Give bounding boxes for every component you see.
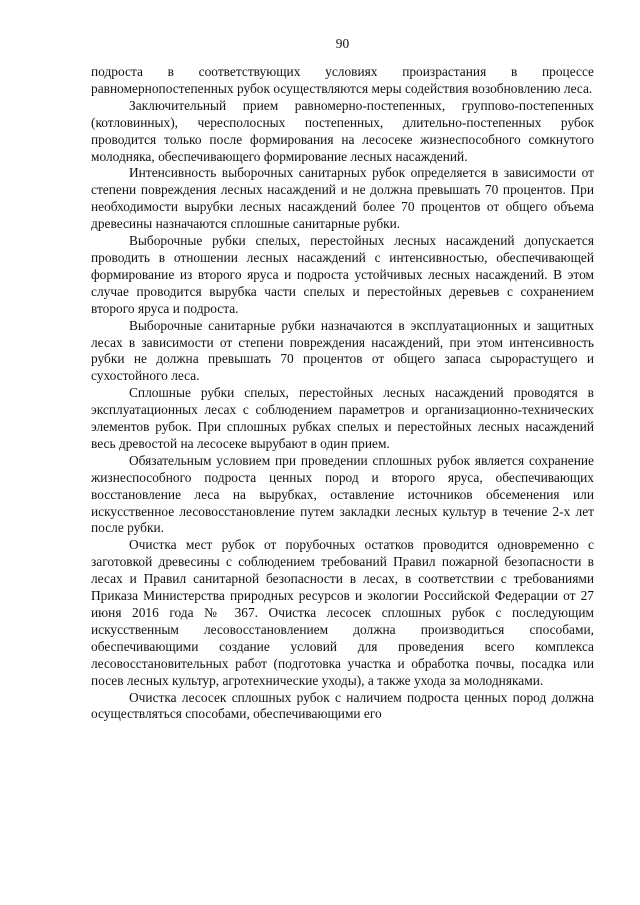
paragraph-continuation: подроста в соответствующих условиях произрастания в процессе равномернопостепенных рубок осуществляются меры содействия возобновлению леса.: [91, 64, 594, 96]
paragraph-site-cleaning: Очистка мест рубок от порубочных остатков проводится одновременно с заготовкой древесины с соблюдением требований Правил пожарной безопасности в лесах и Правил санитарной безопасности в лесах, в соответствии с требованиями Приказа Министерства природных ресурсов и экологии Российской Федерации от 27 июня 2016 года № 367. Очистка лесосек сплошных рубок с последующим искусственным лесовосстановлением должна производиться способами, обеспечивающими создание условий для проведения всего комплекса лесовосстановительных работ (подготовка участка и обработка почвы, посадка или посев лесных культур, агротехнические уходы), а также ухода за молодняками.: [91, 537, 594, 688]
document-page: [91, 36, 594, 723]
paragraph-sanitary-intensity: Интенсивность выборочных санитарных рубок определяется в зависимости от степени повреждения лесных насаждений и не должна превышать 70 процентов. При необходимости вырубки лесных насаждений более 70 процентов от общего объема древесины назначаются сплошные санитарные рубки.: [91, 165, 594, 232]
paragraph-clear-felling: Сплошные рубки спелых, перестойных лесных насаждений проводятся в эксплуатационных лесах с соблюдением параметров и организационно-технических элементов рубок. При сплошных рубках спелых и перестойных лесных насаждений весь древостой на лесосеке вырубают в один прием.: [91, 385, 594, 451]
paragraph-selective-felling: Выборочные рубки спелых, перестойных лесных насаждений допускается проводить в отношении лесных насаждений с интенсивностью, обеспечивающей формирование из второго яруса и подроста устойчивых лесных насаждений. В этом случае проводится вырубка части спелых и перестойных деревьев с сохранением второго яруса и подроста.: [91, 233, 594, 316]
paragraph-selective-sanitary: Выборочные санитарные рубки назначаются в эксплуатационных и защитных лесах в зависимости от степени повреждения насаждений, при этом интенсивность рубки не должна превышать 70 процентов от общего запаса сырорастущего и сухостойного леса.: [91, 317, 594, 384]
paragraph-final-felling: Заключительный прием равномерно-постепенных, группово-постепенных (котловинных), чересполосных постепенных, длительно-постепенных рубок проводится только после формирования на лесосеке жизнеспособного сомкнутого молодняка, обеспечивающего формирование лесных насаждений.: [91, 97, 594, 164]
page-number: 90: [335, 36, 350, 51]
paragraph-cleaning-undergrowth: Очистка лесосек сплошных рубок с наличием подроста ценных пород должна осуществляться способами, обеспечивающими его: [91, 689, 594, 722]
paragraph-mandatory-condition: Обязательным условием при проведении сплошных рубок является сохранение жизнеспособного подроста ценных пород и второго яруса, обеспечивающих восстановление леса на вырубках, оставление источников обсеменения или искусственное лесовосстановление путем закладки лесных культур в течение 2-х лет после рубки.: [91, 452, 594, 536]
